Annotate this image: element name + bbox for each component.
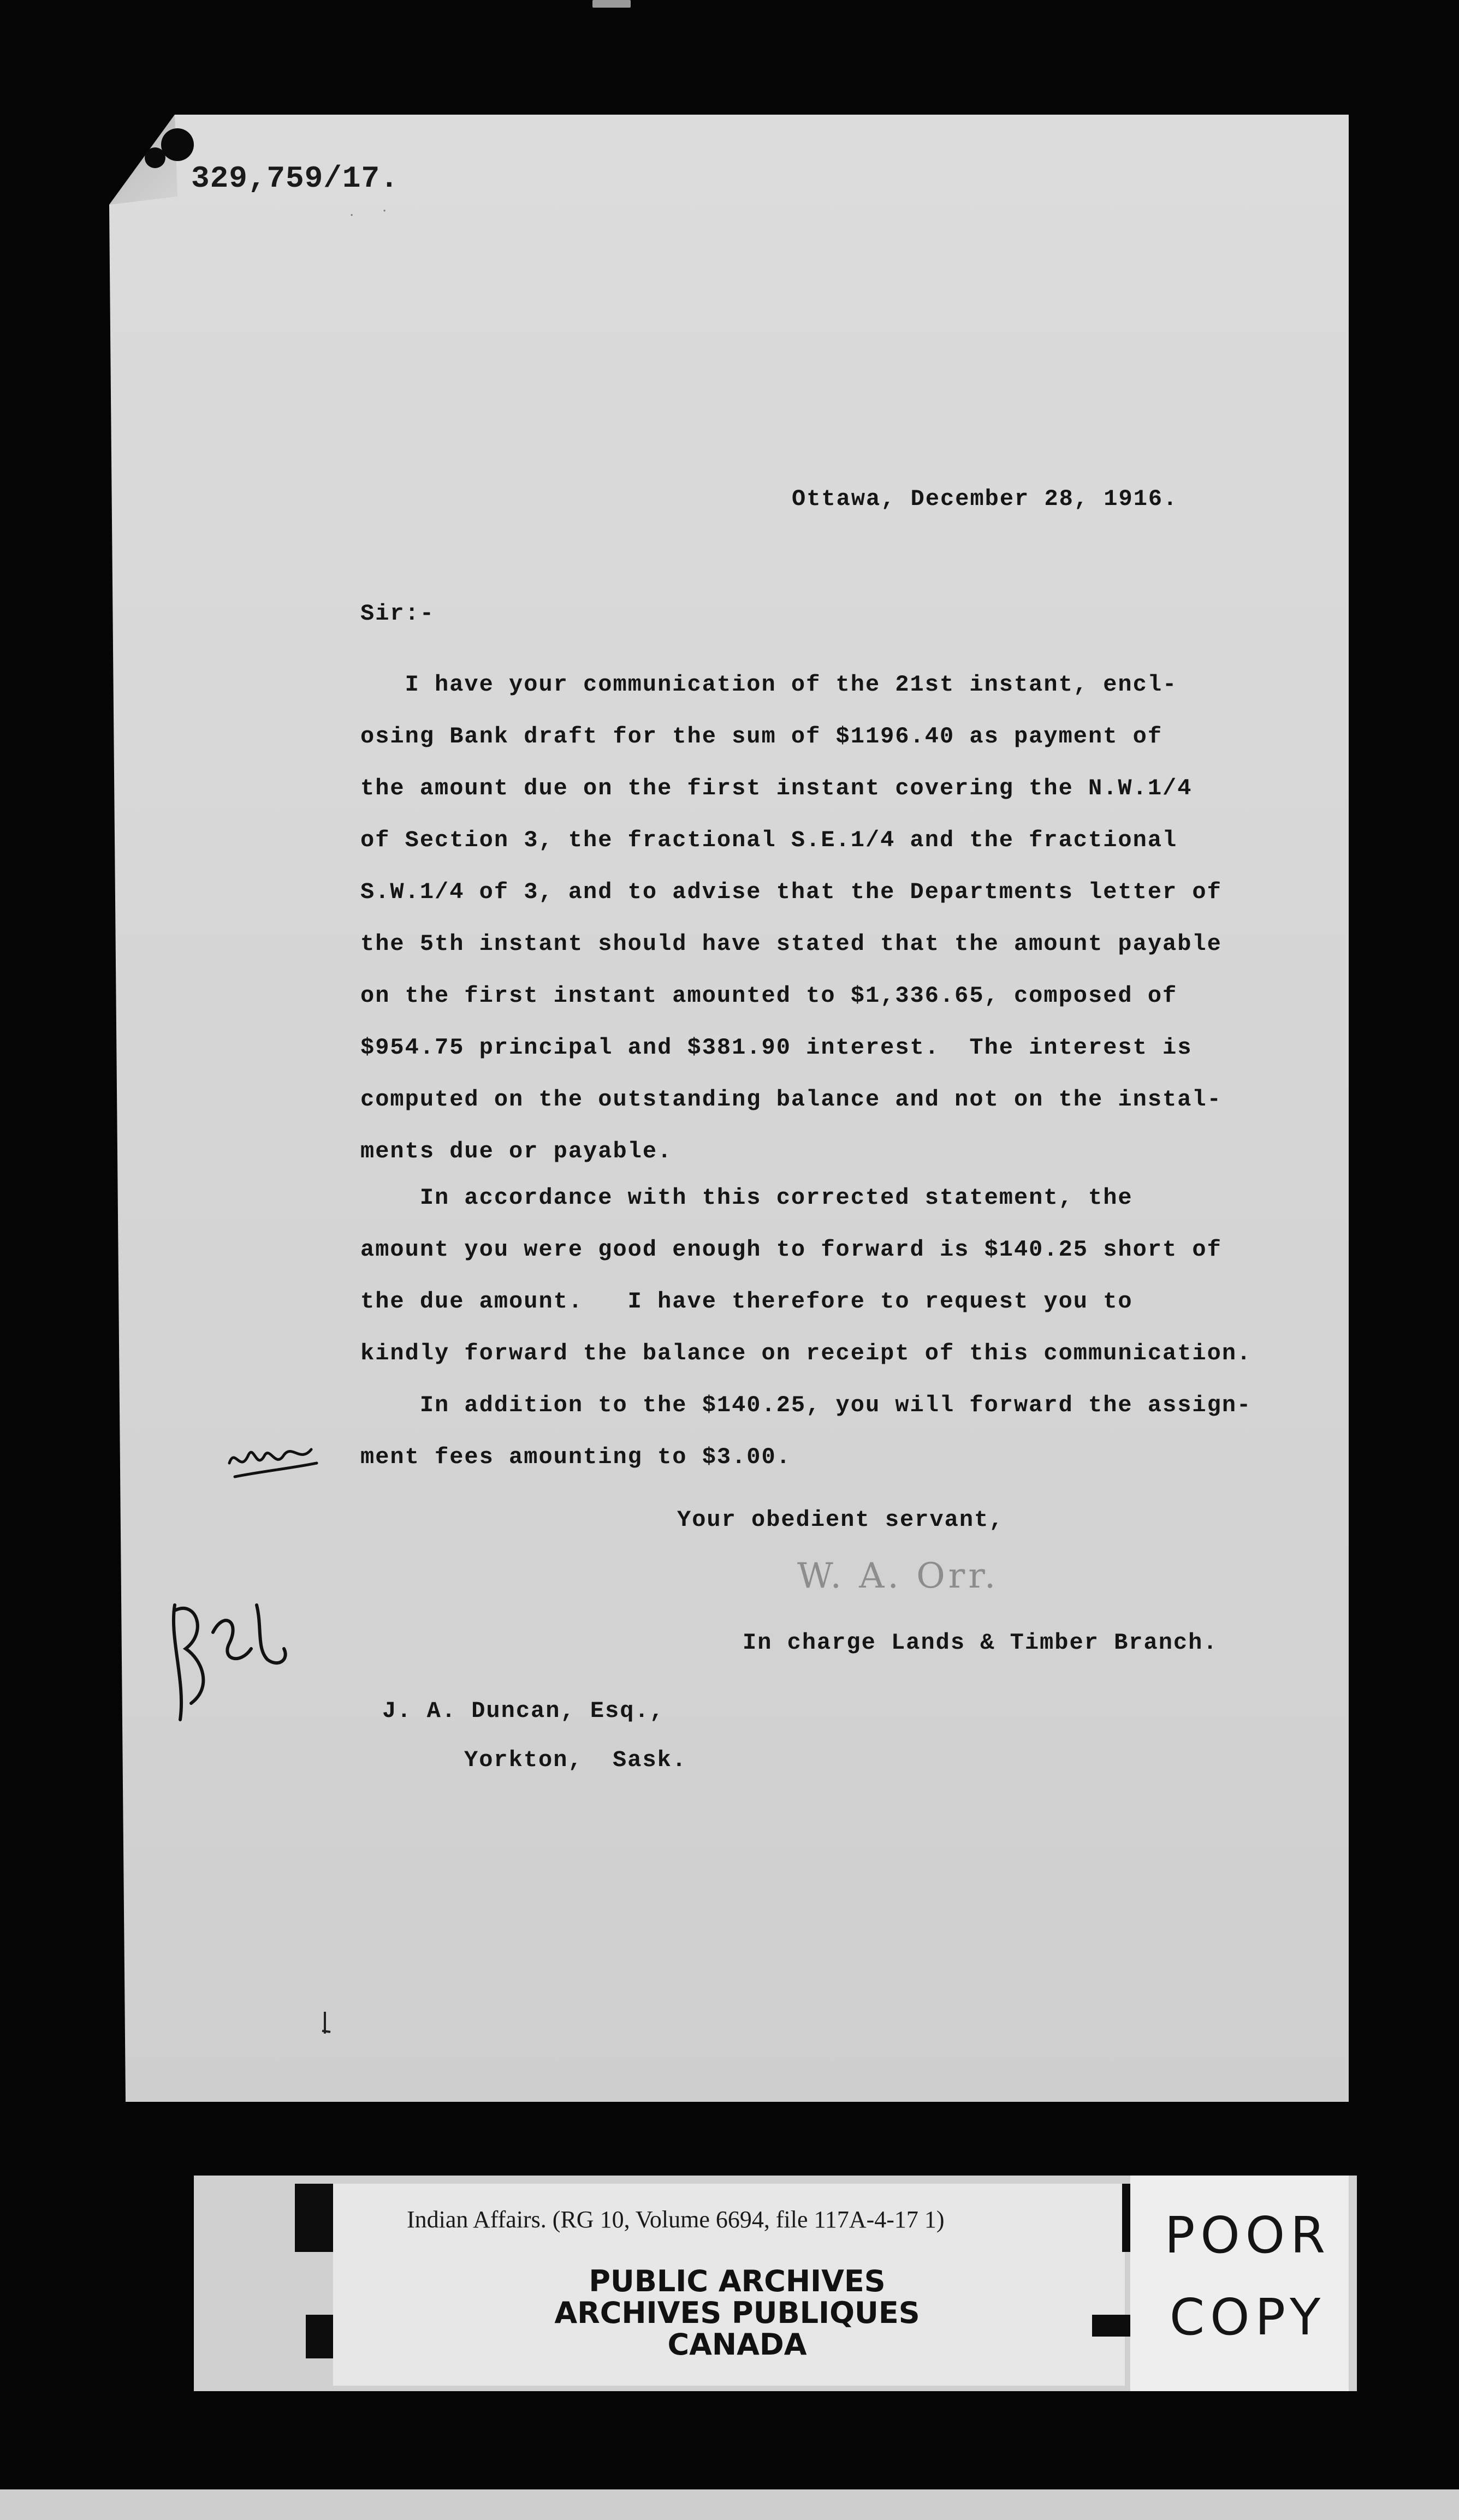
- body-line: the amount due on the first instant covering the N.W.1/4: [360, 775, 1193, 801]
- signatory-title: In charge Lands & Timber Branch.: [743, 1630, 1218, 1656]
- body-line: the 5th instant should have stated that the amount payable: [360, 931, 1222, 957]
- archives-line: CANADA: [667, 2327, 807, 2362]
- quality-note-line: POOR: [1164, 2206, 1331, 2265]
- body-line: $954.75 principal and $381.90 interest. The interest is: [360, 1035, 1193, 1061]
- signature-stamp: W. A. Orr.: [797, 1556, 999, 1596]
- body-line: ment fees amounting to $3.00.: [360, 1444, 791, 1470]
- label-tab: [1092, 2315, 1136, 2337]
- body-line: In addition to the $140.25, you will forward the assign-: [360, 1392, 1252, 1418]
- label-tab: [295, 2184, 333, 2252]
- quality-note: [1160, 2195, 1335, 2358]
- stray-mark: ·: [382, 203, 387, 219]
- body-line: of Section 3, the fractional S.E.1/4 and the fractional: [360, 827, 1178, 853]
- film-edge: [0, 2489, 1459, 2520]
- punch-hole: [145, 147, 165, 168]
- film-edge-mark: [592, 0, 631, 8]
- recipient-place: Yorkton, Sask.: [464, 1747, 687, 1773]
- body-line: S.W.1/4 of 3, and to advise that the Departments letter of: [360, 879, 1222, 905]
- body-line: computed on the outstanding balance and not on the instal-: [360, 1086, 1222, 1113]
- quality-note-line: COPY: [1169, 2288, 1326, 2346]
- archive-reference: Indian Affairs. (RG 10, Volume 6694, file 117A-4-17 1): [407, 2206, 945, 2233]
- stray-mark: ·: [349, 207, 354, 224]
- body-line: kindly forward the balance on receipt of this communication.: [360, 1340, 1252, 1366]
- archives-line: ARCHIVES PUBLIQUES: [554, 2296, 920, 2330]
- body-line: In accordance with this corrected statement, the: [360, 1185, 1133, 1211]
- body-line: osing Bank draft for the sum of $1196.40 as payment of: [360, 723, 1163, 750]
- archives-stamp: [491, 2266, 983, 2361]
- dateline: Ottawa, December 28, 1916.: [792, 486, 1178, 512]
- closing: Your obedient servant,: [677, 1507, 1004, 1533]
- handwritten-initials: [224, 1425, 322, 1485]
- body-line: ments due or payable.: [360, 1138, 673, 1164]
- body-line: amount you were good enough to forward is $140.25 short of: [360, 1237, 1222, 1263]
- margin-mark: [317, 2009, 339, 2042]
- label-tab: [306, 2315, 333, 2358]
- file-number: 329,759/17.: [191, 161, 399, 196]
- punch-hole: [161, 128, 194, 161]
- archives-line: PUBLIC ARCHIVES: [589, 2264, 886, 2298]
- dog-eared-corner: [109, 115, 177, 207]
- body-line: on the first instant amounted to $1,336.65, composed of: [360, 983, 1178, 1009]
- salutation: Sir:-: [360, 601, 435, 627]
- handwritten-initials: [153, 1572, 295, 1731]
- body-line: the due amount. I have therefore to request you to: [360, 1288, 1133, 1315]
- recipient-name: J. A. Duncan, Esq.,: [382, 1698, 665, 1724]
- body-line: I have your communication of the 21st instant, encl-: [360, 671, 1178, 698]
